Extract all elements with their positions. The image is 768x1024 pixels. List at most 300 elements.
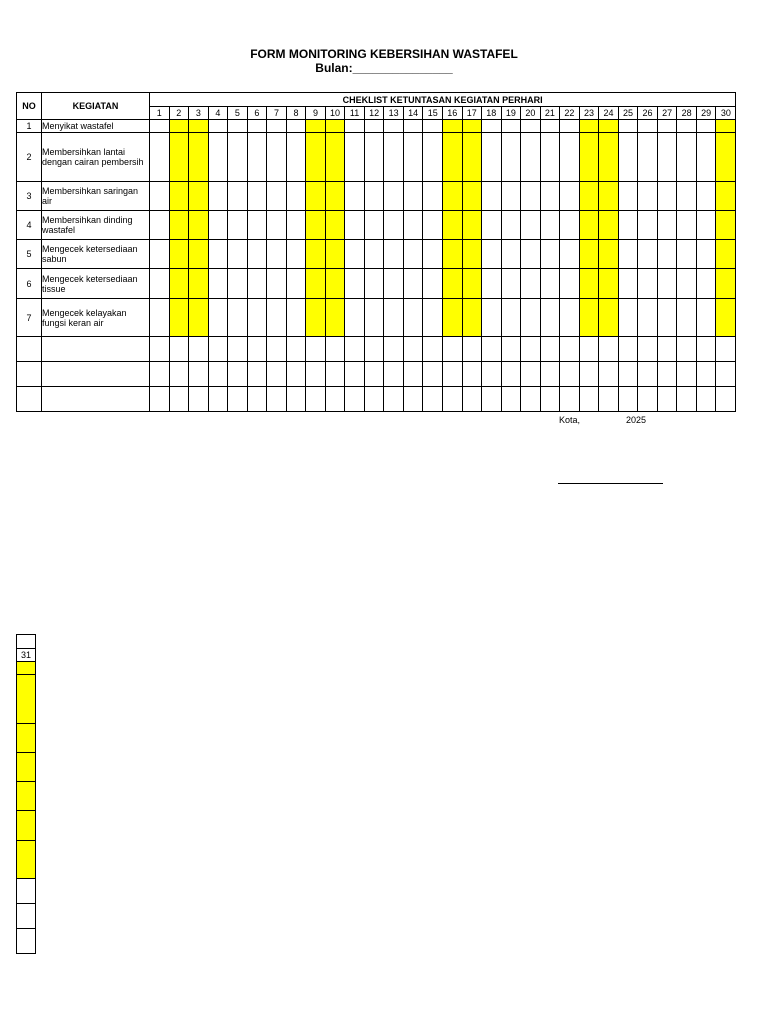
day-header: 14 [403, 107, 423, 120]
check-cell [442, 269, 462, 299]
check-cell [189, 182, 209, 211]
check-cell [384, 299, 404, 337]
check-cell [618, 120, 638, 133]
check-cell [716, 269, 736, 299]
check-cell [423, 269, 443, 299]
day-header: 6 [247, 107, 267, 120]
table-row [17, 133, 736, 182]
check-cell [17, 782, 36, 811]
check-cell [677, 120, 697, 133]
check-cell [696, 182, 716, 211]
check-cell [521, 133, 541, 182]
check-cell [286, 182, 306, 211]
check-cell [189, 120, 209, 133]
day-header: 9 [306, 107, 326, 120]
day-header: 28 [677, 107, 697, 120]
check-cell [618, 133, 638, 182]
check-cell [423, 182, 443, 211]
check-cell [364, 240, 384, 269]
check-cell [482, 387, 502, 412]
day-header: 19 [501, 107, 521, 120]
check-cell [189, 269, 209, 299]
check-cell [579, 387, 599, 412]
check-cell [716, 337, 736, 362]
check-cell [345, 240, 365, 269]
check-cell [306, 362, 326, 387]
check-cell [247, 211, 267, 240]
check-cell [638, 387, 658, 412]
row-activity: Mengecek ketersediaan sabun [42, 240, 150, 269]
check-cell [521, 269, 541, 299]
check-cell [267, 120, 287, 133]
check-cell [599, 337, 619, 362]
check-cell [442, 362, 462, 387]
check-cell [579, 299, 599, 337]
check-cell [423, 240, 443, 269]
check-cell [521, 182, 541, 211]
check-cell [540, 337, 560, 362]
check-cell [618, 387, 638, 412]
check-cell [696, 269, 716, 299]
day-header: 21 [540, 107, 560, 120]
day-header: 4 [208, 107, 228, 120]
check-cell [267, 240, 287, 269]
check-cell [247, 133, 267, 182]
check-cell [540, 240, 560, 269]
check-cell [716, 240, 736, 269]
check-cell [150, 362, 170, 387]
check-cell [696, 387, 716, 412]
check-cell [716, 120, 736, 133]
check-cell [286, 299, 306, 337]
day-header: 10 [325, 107, 345, 120]
check-cell [521, 211, 541, 240]
check-cell [462, 120, 482, 133]
check-cell [228, 387, 248, 412]
check-cell [442, 387, 462, 412]
check-cell [716, 182, 736, 211]
check-cell [442, 133, 462, 182]
check-cell [345, 120, 365, 133]
check-cell [521, 387, 541, 412]
check-cell [521, 240, 541, 269]
check-cell [442, 299, 462, 337]
check-cell [247, 299, 267, 337]
check-cell [189, 337, 209, 362]
check-cell [364, 362, 384, 387]
table-row [17, 362, 736, 387]
day-header: 22 [560, 107, 580, 120]
table-row [17, 387, 736, 412]
check-cell [716, 133, 736, 182]
check-cell [150, 269, 170, 299]
check-cell [325, 133, 345, 182]
check-cell [501, 211, 521, 240]
check-cell [384, 133, 404, 182]
check-cell [150, 211, 170, 240]
check-cell [599, 269, 619, 299]
row-activity [42, 337, 150, 362]
check-cell [442, 337, 462, 362]
check-cell [345, 337, 365, 362]
table-row [17, 211, 736, 240]
check-cell [247, 269, 267, 299]
check-cell [560, 299, 580, 337]
day-header: 13 [384, 107, 404, 120]
check-cell [501, 362, 521, 387]
check-cell [228, 299, 248, 337]
check-cell [501, 387, 521, 412]
check-cell [423, 299, 443, 337]
check-cell [482, 362, 502, 387]
day-header: 31 [17, 649, 36, 662]
day-header: 25 [618, 107, 638, 120]
check-cell [677, 240, 697, 269]
check-cell [618, 182, 638, 211]
check-cell [677, 362, 697, 387]
check-cell [540, 182, 560, 211]
row-number: 1 [17, 120, 42, 133]
check-cell [228, 362, 248, 387]
check-cell [286, 337, 306, 362]
row-number: 2 [17, 133, 42, 182]
row-number [17, 387, 42, 412]
check-cell [677, 211, 697, 240]
check-cell [267, 182, 287, 211]
check-cell [208, 133, 228, 182]
check-cell [286, 240, 306, 269]
check-cell [189, 299, 209, 337]
check-cell [208, 182, 228, 211]
check-cell [169, 133, 189, 182]
check-cell [384, 240, 404, 269]
row-activity: Membersihkan dinding wastafel [42, 211, 150, 240]
check-cell [384, 269, 404, 299]
check-cell [169, 269, 189, 299]
check-cell [657, 387, 677, 412]
check-cell [403, 182, 423, 211]
row-activity: Mengecek ketersediaan tissue [42, 269, 150, 299]
check-cell [599, 211, 619, 240]
check-cell [638, 240, 658, 269]
check-cell [17, 841, 36, 879]
check-cell [403, 299, 423, 337]
check-cell [286, 211, 306, 240]
check-cell [150, 182, 170, 211]
header-no: NO [17, 93, 42, 120]
day-header: 2 [169, 107, 189, 120]
check-cell [150, 387, 170, 412]
check-cell [462, 240, 482, 269]
check-cell [696, 362, 716, 387]
check-cell [462, 362, 482, 387]
check-cell [501, 120, 521, 133]
check-cell [306, 387, 326, 412]
check-cell [17, 879, 36, 904]
check-cell [345, 269, 365, 299]
check-cell [403, 133, 423, 182]
check-cell [560, 182, 580, 211]
day-header: 30 [716, 107, 736, 120]
day-header: 27 [657, 107, 677, 120]
check-cell [169, 240, 189, 269]
check-cell [267, 337, 287, 362]
check-cell [560, 240, 580, 269]
check-cell [17, 753, 36, 782]
check-cell [403, 337, 423, 362]
check-cell [364, 182, 384, 211]
day-header: 11 [345, 107, 365, 120]
check-cell [657, 362, 677, 387]
check-cell [579, 362, 599, 387]
signature-line [558, 483, 663, 484]
check-cell [247, 240, 267, 269]
check-cell [169, 387, 189, 412]
check-cell [306, 240, 326, 269]
check-cell [286, 133, 306, 182]
check-cell [169, 337, 189, 362]
check-cell [325, 240, 345, 269]
row-activity [42, 362, 150, 387]
check-cell [345, 211, 365, 240]
check-cell [403, 120, 423, 133]
table-row [17, 120, 736, 133]
check-cell [638, 133, 658, 182]
check-cell [17, 662, 36, 675]
check-cell [384, 362, 404, 387]
check-cell [169, 299, 189, 337]
check-cell [384, 182, 404, 211]
signature-year: 2025 [626, 415, 647, 425]
check-cell [677, 133, 697, 182]
check-cell [325, 120, 345, 133]
check-cell [462, 387, 482, 412]
check-cell [657, 133, 677, 182]
check-cell [189, 240, 209, 269]
check-cell [17, 904, 36, 929]
check-cell [696, 299, 716, 337]
check-cell [403, 211, 423, 240]
check-cell [364, 211, 384, 240]
check-cell [657, 299, 677, 337]
check-cell [189, 133, 209, 182]
table-row [17, 182, 736, 211]
check-cell [442, 120, 462, 133]
check-cell [501, 182, 521, 211]
check-cell [208, 269, 228, 299]
check-cell [482, 211, 502, 240]
check-cell [501, 240, 521, 269]
check-cell [638, 120, 658, 133]
check-cell [17, 724, 36, 753]
check-cell [501, 133, 521, 182]
table-row [17, 240, 736, 269]
checklist-table [16, 92, 736, 412]
row-number [17, 362, 42, 387]
check-cell [208, 211, 228, 240]
check-cell [364, 299, 384, 337]
day-header: 3 [189, 107, 209, 120]
check-cell [482, 299, 502, 337]
check-cell [306, 182, 326, 211]
check-cell [560, 362, 580, 387]
check-cell [150, 120, 170, 133]
check-cell [677, 182, 697, 211]
check-cell [540, 133, 560, 182]
check-cell [267, 133, 287, 182]
check-cell [579, 240, 599, 269]
month-label: Bulan:_______________ [315, 61, 453, 75]
check-cell [521, 362, 541, 387]
row-number: 4 [17, 211, 42, 240]
check-cell [579, 269, 599, 299]
overflow-blank [17, 635, 36, 649]
check-cell [442, 211, 462, 240]
check-cell [169, 211, 189, 240]
check-cell [579, 120, 599, 133]
check-cell [384, 387, 404, 412]
check-cell [364, 269, 384, 299]
check-cell [17, 929, 36, 954]
check-cell [521, 337, 541, 362]
check-cell [482, 120, 502, 133]
day-header: 5 [228, 107, 248, 120]
day-header: 26 [638, 107, 658, 120]
check-cell [228, 182, 248, 211]
check-cell [403, 387, 423, 412]
check-cell [462, 337, 482, 362]
check-cell [423, 337, 443, 362]
day-header: 18 [482, 107, 502, 120]
header-checklist: CHEKLIST KETUNTASAN KEGIATAN PERHARI [150, 93, 736, 107]
check-cell [599, 120, 619, 133]
day-header: 20 [521, 107, 541, 120]
table-row [17, 299, 736, 337]
check-cell [677, 269, 697, 299]
check-cell [150, 133, 170, 182]
table-row [17, 269, 736, 299]
day-header: 29 [696, 107, 716, 120]
check-cell [247, 362, 267, 387]
row-number: 6 [17, 269, 42, 299]
check-cell [501, 337, 521, 362]
check-cell [677, 387, 697, 412]
row-number: 7 [17, 299, 42, 337]
check-cell [247, 337, 267, 362]
check-cell [482, 269, 502, 299]
day-header: 23 [579, 107, 599, 120]
check-cell [560, 120, 580, 133]
check-cell [482, 240, 502, 269]
check-cell [423, 362, 443, 387]
check-cell [325, 299, 345, 337]
check-cell [345, 387, 365, 412]
check-cell [286, 387, 306, 412]
row-activity: Membersihkan lantai dengan cairan pembersih [42, 133, 150, 182]
check-cell [423, 133, 443, 182]
check-cell [325, 337, 345, 362]
day-header: 12 [364, 107, 384, 120]
check-cell [267, 387, 287, 412]
check-cell [306, 133, 326, 182]
check-cell [657, 240, 677, 269]
row-activity: Mengecek kelayakan fungsi keran air [42, 299, 150, 337]
check-cell [716, 387, 736, 412]
check-cell [364, 133, 384, 182]
day-header: 17 [462, 107, 482, 120]
check-cell [540, 387, 560, 412]
row-activity [42, 387, 150, 412]
check-cell [267, 269, 287, 299]
check-cell [423, 211, 443, 240]
check-cell [228, 120, 248, 133]
check-cell [325, 387, 345, 412]
check-cell [208, 120, 228, 133]
check-cell [247, 387, 267, 412]
check-cell [17, 675, 36, 724]
check-cell [599, 362, 619, 387]
check-cell [325, 362, 345, 387]
check-cell [208, 362, 228, 387]
check-cell [716, 299, 736, 337]
check-cell [638, 299, 658, 337]
check-cell [618, 362, 638, 387]
check-cell [403, 240, 423, 269]
check-cell [638, 337, 658, 362]
check-cell [189, 387, 209, 412]
check-cell [403, 362, 423, 387]
check-cell [618, 337, 638, 362]
check-cell [579, 211, 599, 240]
check-cell [286, 269, 306, 299]
check-cell [618, 269, 638, 299]
check-cell [657, 269, 677, 299]
check-cell [560, 269, 580, 299]
day-header: 1 [150, 107, 170, 120]
check-cell [384, 211, 404, 240]
check-cell [501, 299, 521, 337]
check-cell [208, 240, 228, 269]
check-cell [169, 182, 189, 211]
check-cell [618, 299, 638, 337]
check-cell [579, 182, 599, 211]
check-cell [150, 299, 170, 337]
check-cell [560, 211, 580, 240]
check-cell [716, 362, 736, 387]
row-activity: Menyikat wastafel [42, 120, 150, 133]
check-cell [228, 211, 248, 240]
check-cell [442, 240, 462, 269]
check-cell [345, 133, 365, 182]
check-cell [208, 337, 228, 362]
row-number [17, 337, 42, 362]
check-cell [17, 811, 36, 841]
check-cell [325, 269, 345, 299]
check-cell [540, 269, 560, 299]
check-cell [403, 269, 423, 299]
check-cell [364, 120, 384, 133]
check-cell [657, 337, 677, 362]
check-cell [306, 299, 326, 337]
check-cell [306, 269, 326, 299]
check-cell [462, 182, 482, 211]
overflow-day-column [16, 634, 36, 954]
check-cell [228, 133, 248, 182]
check-cell [345, 299, 365, 337]
check-cell [638, 362, 658, 387]
check-cell [384, 337, 404, 362]
check-cell [150, 240, 170, 269]
